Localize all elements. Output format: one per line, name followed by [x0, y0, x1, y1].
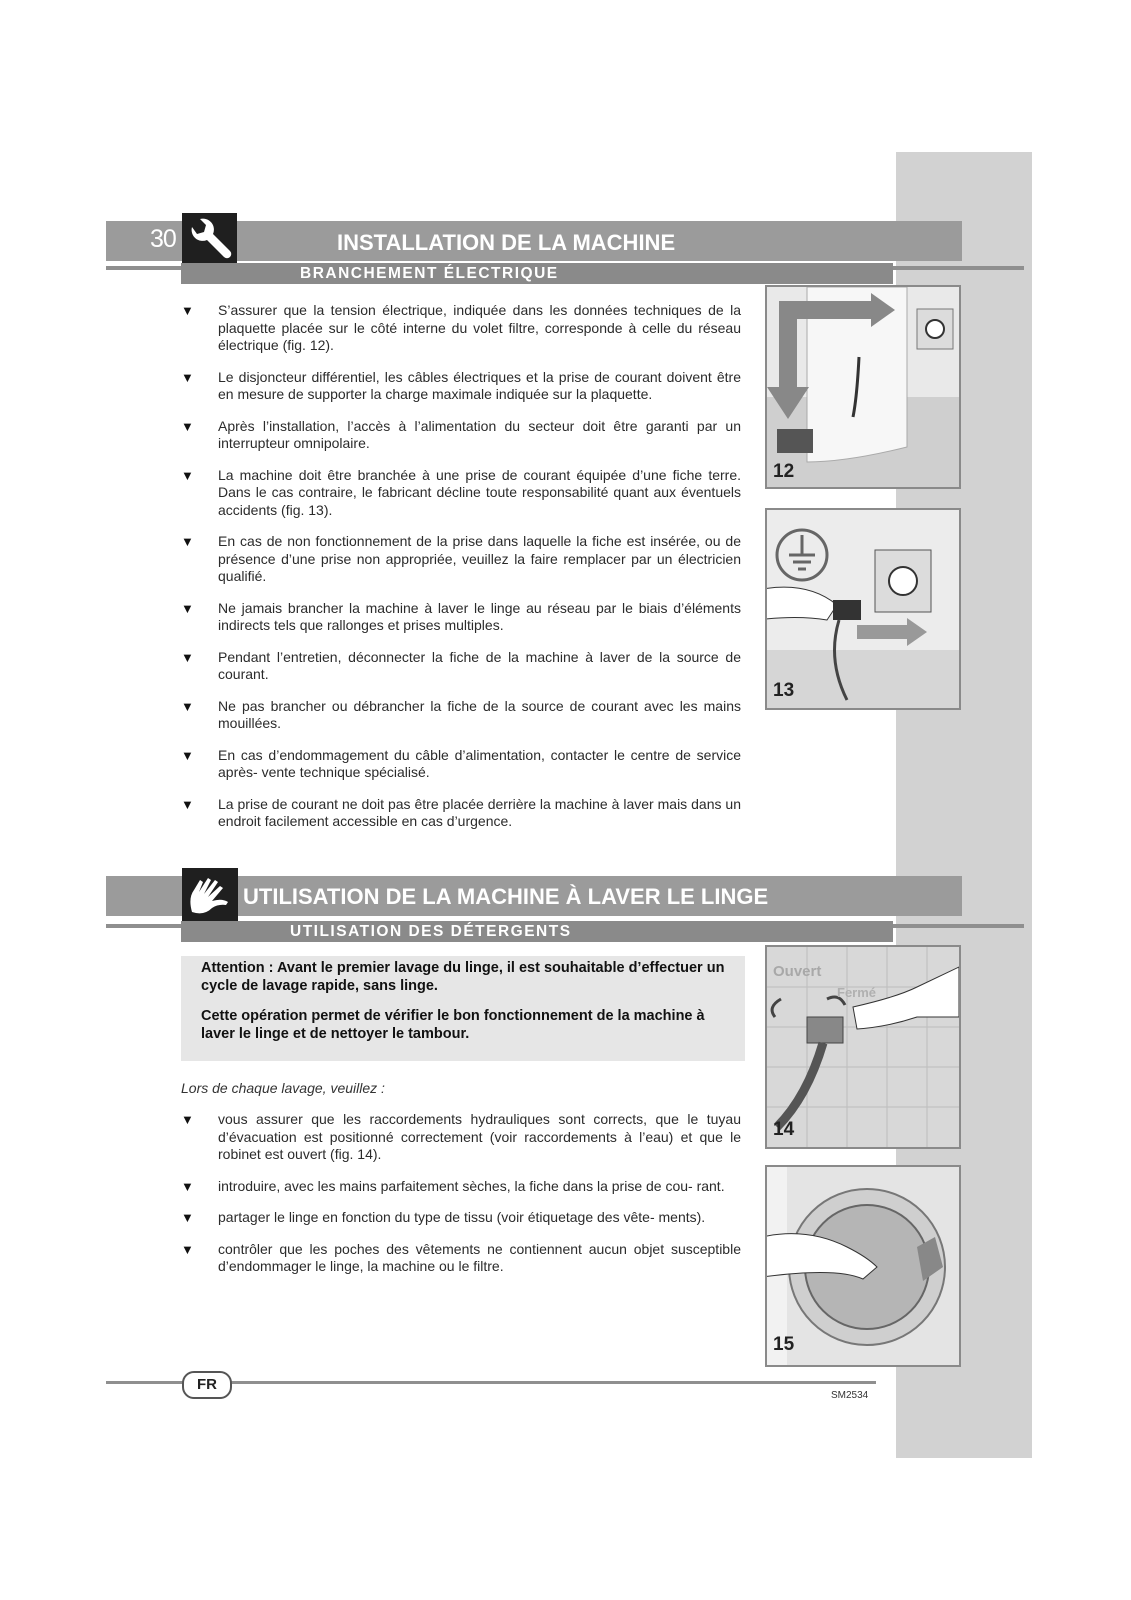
bullet-triangle-icon: ▼: [181, 649, 194, 665]
attention-box: [181, 956, 745, 1061]
bullet-triangle-icon: ▼: [181, 1241, 194, 1257]
hand-icon: [182, 868, 238, 924]
list-item: ▼ En cas de non fonctionnement de la prise dans laquelle la fiche est insérée, ou de présence d’une prise non appropriée, veuillez la faire remplacer par un électricien qualifié.: [181, 533, 741, 584]
language-badge: FR: [182, 1371, 232, 1399]
list-item: ▼ contrôler que les poches des vêtements ne contiennent aucun objet susceptible d’endommager le linge, la machine ou le filtre.: [181, 1240, 741, 1274]
figure-12: [765, 285, 961, 489]
figure-15: [765, 1165, 961, 1367]
bullet-triangle-icon: ▼: [181, 418, 194, 434]
list-item: ▼ En cas d’endommagement du câble d’alimentation, contacter le centre de service après- vente technique spécialisé.: [181, 746, 741, 780]
bullet-triangle-icon: ▼: [181, 1178, 194, 1194]
list-item: ▼ Ne jamais brancher la machine à laver le linge au réseau par le biais d’éléments indirects tels que rallonges et prises multiples.: [181, 599, 741, 633]
bullet-triangle-icon: ▼: [181, 698, 194, 714]
section1-subtitle: BRANCHEMENT ÉLECTRIQUE: [300, 265, 559, 282]
list-item: ▼ Après l’installation, l’accès à l’alimentation du secteur doit être garanti par un interrupteur omnipolaire.: [181, 417, 741, 451]
bullet-triangle-icon: ▼: [181, 796, 194, 812]
list-item: ▼ vous assurer que les raccordements hydrauliques sont corrects, que le tuyau d’évacuation est positionné correctement (voir raccordements à l’eau) et que le robinet est ouvert (fig. 14).: [181, 1111, 741, 1162]
loading-drum-illustration: [767, 1167, 959, 1365]
bullet-triangle-icon: ▼: [181, 534, 194, 549]
figure-number: 15: [773, 1334, 795, 1355]
figure-13: [765, 508, 961, 710]
section2-title: UTILISATION DE LA MACHINE À LAVER LE LINGE: [243, 884, 769, 909]
intro-text: Lors de chaque lavage, veuillez :: [181, 1080, 385, 1096]
figure-number: 12: [773, 461, 795, 482]
figure-number: 14: [773, 1119, 795, 1140]
bullet-triangle-icon: ▼: [181, 369, 194, 385]
bullet-triangle-icon: ▼: [181, 1112, 194, 1127]
list-item: ▼ Le disjoncteur différentiel, les câbles électriques et la prise de courant doivent être en mesure de supporter la charge maximale indiquée sur la plaquette.: [181, 368, 741, 402]
list-item: ▼ Ne pas brancher ou débrancher la fiche de la source de courant avec les mains mouillées.: [181, 697, 741, 731]
section2-subtitle: UTILISATION DES DÉTERGENTS: [290, 923, 572, 940]
figure-14: [765, 945, 961, 1149]
list-item: ▼ Pendant l’entretien, déconnecter la fiche de la machine à laver de la source de courant.: [181, 648, 741, 682]
power-plate-illustration: [767, 287, 959, 487]
attention-text-1: Attention : Avant le premier lavage du linge, il est souhaitable d’effectuer un cycle de lavage rapide, sans linge.: [201, 960, 725, 994]
list-item: ▼ La prise de courant ne doit pas être placée derrière la machine à laver mais dans un endroit facilement accessible en cas d’urgence.: [181, 795, 741, 829]
section2-bullet-list: [181, 1111, 741, 1276]
page-number: 30: [150, 225, 176, 253]
section1-bullet-list: [181, 302, 741, 831]
plug-earth-illustration: [767, 510, 959, 708]
wrench-icon: [182, 213, 237, 268]
document-code: SM2534: [831, 1390, 869, 1401]
figure-number: 13: [773, 680, 795, 701]
list-item: ▼ partager le linge en fonction du type de tissu (voir étiquetage des vête- ments).: [181, 1209, 706, 1225]
bullet-triangle-icon: ▼: [181, 1210, 194, 1225]
section1-title: INSTALLATION DE LA MACHINE: [337, 230, 676, 255]
list-item: ▼ S’assurer que la tension électrique, indiquée dans les données techniques de la plaquette placée sur le côté interne du volet filtre, corresponde à celle du réseau électrique (fig. 12).: [181, 302, 741, 353]
bullet-triangle-icon: ▼: [181, 303, 194, 318]
list-item: ▼ introduire, avec les mains parfaitement sèches, la fiche dans la prise de cou- rant.: [181, 1177, 725, 1194]
bullet-triangle-icon: ▼: [181, 747, 194, 763]
bullet-triangle-icon: ▼: [181, 467, 194, 483]
open-label: Ouvert: [773, 963, 822, 980]
list-item: ▼ La machine doit être branchée à une prise de courant équipée d’une fiche terre. Dans le cas contraire, le fabricant décline toute responsabilité quant aux éventuels accidents (fig. 13).: [181, 466, 741, 518]
attention-text-2: Cette opération permet de vérifier le bon fonctionnement de la machine à laver le linge et de nettoyer le tambour.: [201, 1008, 705, 1042]
bullet-triangle-icon: ▼: [181, 600, 194, 616]
closed-label: Fermé: [837, 985, 877, 1000]
